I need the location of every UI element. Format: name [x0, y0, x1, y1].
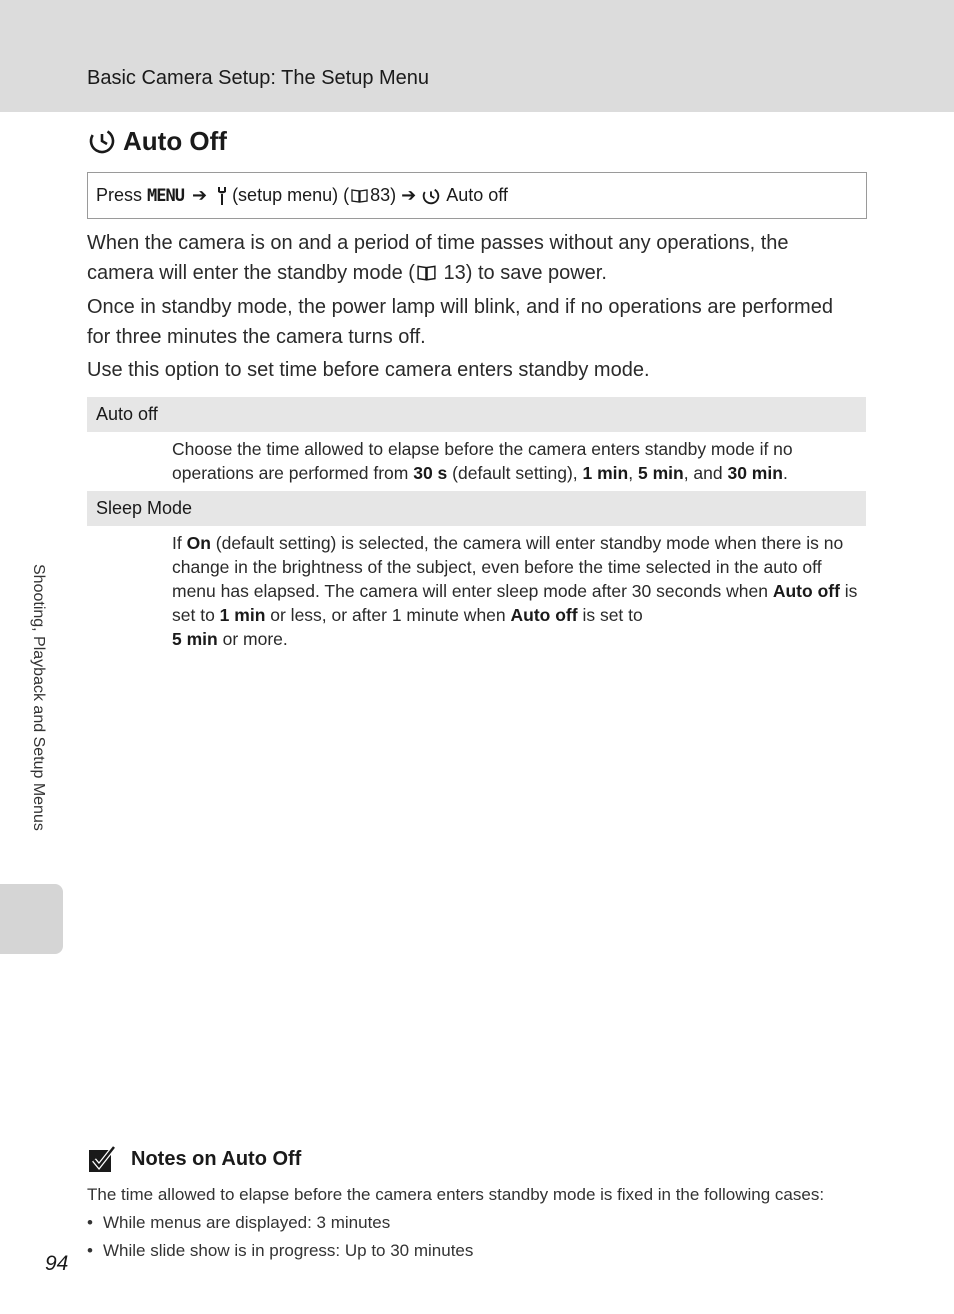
term-auto-off: Auto off — [510, 605, 578, 625]
desc-text: (default setting), — [447, 463, 583, 483]
press-label: Press — [96, 185, 143, 205]
value-30min: 30 min — [727, 463, 783, 483]
book-icon — [417, 264, 436, 281]
desc-text: is set to — [577, 605, 643, 625]
auto-off-timer-icon — [421, 186, 441, 206]
setup-menu-label: (setup menu) ( — [232, 185, 350, 205]
option-sleep-mode-label: Sleep Mode — [87, 491, 866, 526]
menu-path-box — [87, 172, 867, 219]
term-auto-off: Auto off — [772, 581, 840, 601]
notes-list — [87, 1209, 787, 1265]
desc-text: Choose the time allowed to elapse before the camera enters standby mode if no operations are performed from — [172, 439, 793, 483]
desc-text: . — [782, 463, 788, 483]
page-title — [87, 123, 227, 159]
value-on: On — [186, 533, 211, 553]
option-auto-off-label: Auto off — [87, 397, 866, 432]
desc-text: (default setting) is selected, the camera will enter standby mode when there is no change in the brightness of the subject, even before the time selected in the auto off menu has elapsed. The camera will enter sleep mode after 30 seconds when — [172, 533, 844, 601]
value-1min: 1 min — [582, 463, 629, 483]
value-1min: 1 min — [219, 605, 266, 625]
side-chapter-tab — [0, 884, 63, 954]
intro-paragraph-3: Use this option to set time before camera enters standby mode. — [87, 359, 650, 381]
page-title-text: Auto Off — [123, 125, 227, 156]
menu-button-label: MENU — [147, 185, 184, 206]
desc-text: , and — [683, 463, 728, 483]
checkmark-note-icon — [87, 1144, 117, 1174]
notes-heading — [87, 1142, 301, 1176]
desc-text: is set to — [172, 581, 858, 625]
desc-text: or less, or after 1 minute when — [265, 605, 511, 625]
intro-ref: 13) to save power. — [437, 262, 607, 284]
intro-paragraph-1 — [87, 228, 857, 288]
desc-text: , — [628, 463, 638, 483]
notes-body: The time allowed to elapse before the camera enters standby mode is fixed in the following cases: — [87, 1185, 825, 1204]
intro-paragraph-2: Once in standby mode, the power lamp will blink, and if no operations are performed for three minutes the camera turns off. — [87, 296, 833, 348]
list-item: • While menus are displayed: 3 minutes — [87, 1209, 787, 1237]
list-item: • While slide show is in progress: Up to 30 minutes — [87, 1237, 787, 1265]
wrench-icon — [215, 186, 229, 206]
section-title: Basic Camera Setup: The Setup Menu — [87, 67, 430, 89]
page-ref: 83) — [370, 185, 397, 205]
option-sleep-mode-desc — [172, 531, 862, 651]
intro-text: When the camera is on and a period of time passes without any operations, the camera will enter the standby mode ( — [87, 232, 789, 284]
desc-text: or more. — [217, 629, 288, 649]
arrow-right-icon: ➔ — [401, 185, 417, 205]
arrow-right-icon: ➔ — [191, 185, 208, 205]
option-auto-off-desc — [172, 437, 862, 485]
value-30s: 30 s — [413, 463, 448, 483]
target-label: Auto off — [446, 185, 508, 205]
header-band — [0, 0, 954, 112]
side-chapter-label: Shooting, Playback and Setup Menus — [30, 564, 47, 831]
value-5min: 5 min — [172, 629, 218, 649]
desc-text: If — [172, 533, 187, 553]
book-icon — [351, 188, 368, 203]
value-5min: 5 min — [637, 463, 684, 483]
page-number: 94 — [45, 1252, 69, 1275]
auto-off-timer-icon — [87, 126, 117, 156]
notes-title: Notes on Auto Off — [131, 1147, 302, 1170]
